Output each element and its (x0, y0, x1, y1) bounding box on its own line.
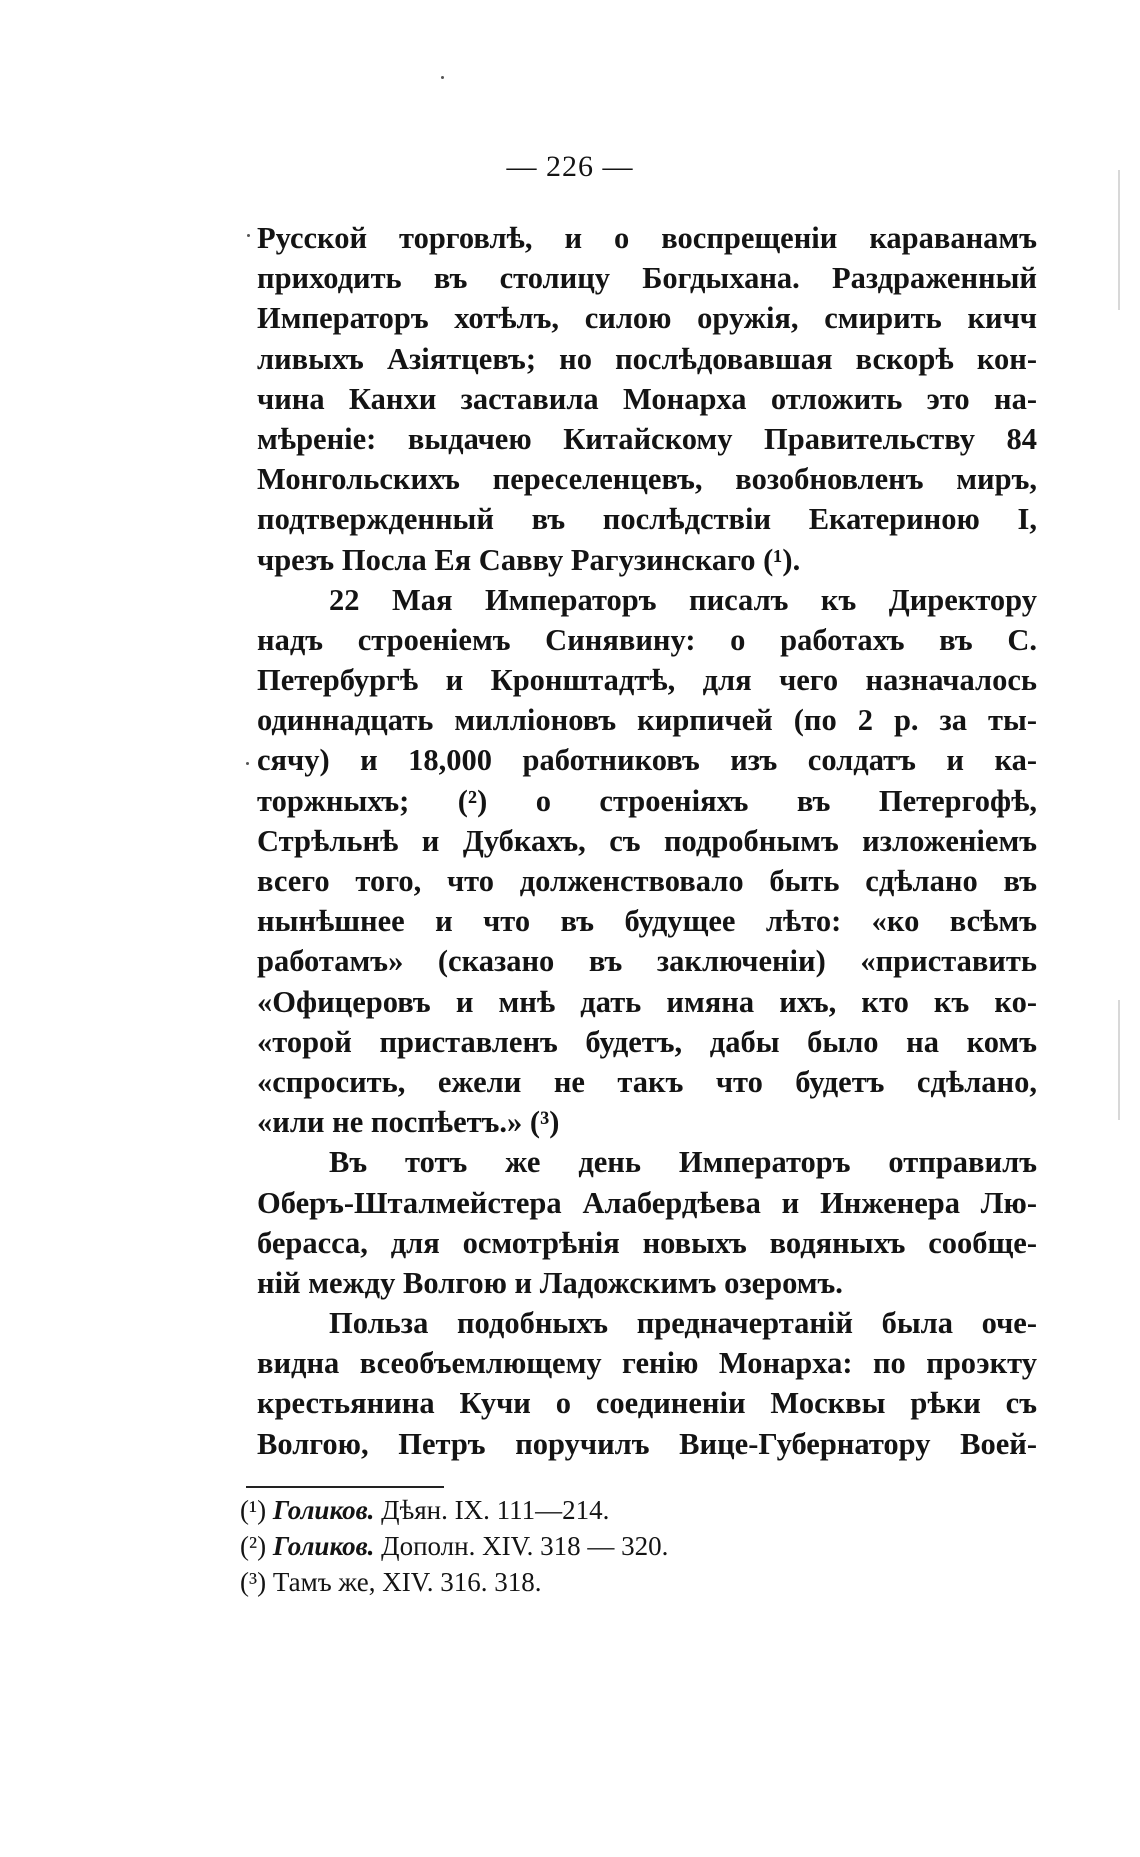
text-line: Волгою, Петръ поручилъ Вице-Губернатору Воей- (257, 1426, 1037, 1461)
footnote-author: Голиков. (272, 1495, 375, 1525)
text-line: ливыхъ Азіятцевъ; но послѣдовавшая вскорѣ кон- (257, 341, 1037, 376)
text-line: мѣреніе: выдачею Китайскому Правительству 84 (257, 421, 1037, 456)
text-line: 22 Мая Императоръ писалъ къ Директору (329, 582, 1037, 617)
footnote (240, 1528, 840, 1564)
text-line: Императоръ хотѣлъ, силою оружія, смирить кичч (257, 301, 1037, 336)
footnote (240, 1492, 840, 1528)
scan-edge-mark (1118, 1000, 1120, 1120)
footnote-marker: (²) (240, 1531, 267, 1561)
scan-speck (246, 762, 249, 765)
text-line: работамъ» (сказано въ заключеніи) «приставить (257, 944, 1037, 979)
text-line: приходить въ столицу Богдыхана. Раздраженный (257, 261, 1037, 296)
footnote-marker: (³) (240, 1567, 267, 1597)
scan-edge-mark (1118, 170, 1120, 310)
text-line: Петербургѣ и Кронштадтѣ, для чего назначалось (257, 663, 1037, 698)
body-text (257, 218, 1037, 1464)
text-line: Въ тотъ же день Императоръ отправилъ (329, 1145, 1037, 1180)
text-line: нынѣшнее и что въ будущее лѣто: «ко всѣмъ (257, 904, 1037, 939)
text-line: Польза подобныхъ предначертаній была оче- (329, 1306, 1037, 1341)
text-line: ній между Волгою и Ладожскимъ озеромъ. (257, 1265, 843, 1300)
text-line: подтвержденный въ послѣдствіи Екатериною I, (257, 502, 1037, 537)
footnote-text: Дополн. XIV. 318 — 320. (381, 1531, 669, 1561)
footnote-author: Голиков. (272, 1531, 375, 1561)
text-line: чрезъ Посла Ея Савву Рагузинскаго (¹). (257, 542, 801, 577)
scan-speck (441, 76, 444, 79)
text-line: торжныхъ; (²) о строеніяхъ въ Петергофѣ, (257, 783, 1037, 818)
text-line: Монгольскихъ переселенцевъ, возобновленъ миръ, (257, 462, 1037, 497)
text-line: Оберъ-Шталмейстера Алабердѣева и Инженера Лю- (257, 1185, 1037, 1220)
footnote-text: Тамъ же, XIV. 316. 318. (272, 1567, 542, 1597)
text-line: «торой приставленъ будетъ, дабы было на комъ (257, 1024, 1037, 1059)
text-line: надъ строеніемъ Синявину: о работахъ въ С. (257, 622, 1037, 657)
footnote (240, 1564, 840, 1600)
footnote-text: Дѣян. IX. 111—214. (381, 1495, 610, 1525)
text-line: сячу) и 18,000 работниковъ изъ солдатъ и ка- (257, 743, 1037, 778)
text-line: «спросить, ежели не такъ что будетъ сдѣлано, (257, 1064, 1037, 1099)
text-line: Стрѣльнѣ и Дубкахъ, съ подробнымъ изложеніемъ (257, 823, 1037, 858)
page-number: — 226 — (506, 150, 634, 183)
text-line: чина Канхи заставила Монарха отложить это на- (257, 381, 1037, 416)
footnote-divider (246, 1486, 444, 1488)
text-line: «Офицеровъ и мнѣ дать имяна ихъ, кто къ ко- (257, 984, 1037, 1019)
text-line: крестьянина Кучи о соединеніи Москвы рѣки съ (257, 1386, 1037, 1421)
footnotes (240, 1492, 840, 1600)
text-line: всего того, что долженствовало быть сдѣлано въ (257, 864, 1037, 898)
text-line: видна всеобъемлющему генію Монарха: по проэкту (257, 1346, 1037, 1381)
scan-speck (247, 234, 250, 237)
text-line: Русской торговлѣ, и о воспрещеніи караванамъ (257, 221, 1037, 255)
footnote-marker: (¹) (240, 1495, 267, 1525)
text-line: «или не поспѣетъ.» (³) (257, 1105, 560, 1140)
text-line: одиннадцать милліоновъ кирпичей (по 2 р. за ты- (257, 703, 1037, 738)
text-line: берасса, для осмотрѣнія новыхъ водяныхъ сообще- (257, 1225, 1037, 1260)
